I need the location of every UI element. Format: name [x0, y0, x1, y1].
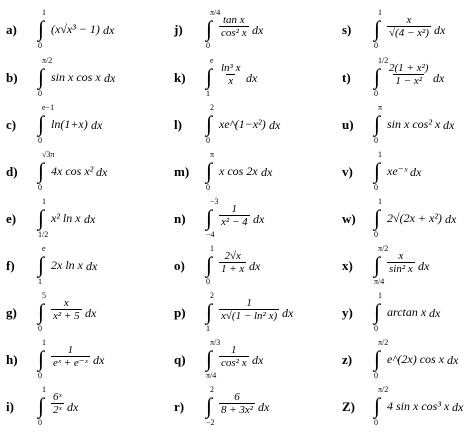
integral-sign-icon: ∫: [206, 252, 213, 277]
fraction-numerator: ln³ x: [221, 62, 241, 74]
differential: dx: [258, 400, 270, 414]
integrand: ln(1+x): [51, 117, 88, 131]
problem-label: y): [342, 305, 353, 320]
problem-label: Z): [342, 399, 355, 414]
problem-label: l): [174, 117, 182, 132]
integral-problem: [0, 336, 158, 384]
fraction-denominator: cos² x: [221, 27, 247, 39]
problem-column-3: [336, 0, 474, 435]
integral-problem: [336, 195, 474, 243]
lower-limit: π/4: [374, 277, 385, 286]
integral-sign-icon: ∫: [206, 158, 213, 183]
integral-sign-icon: ∫: [38, 299, 45, 324]
problem-label: i): [6, 399, 14, 414]
integral-sign-icon: ∫: [206, 16, 213, 41]
differential: dx: [86, 259, 98, 273]
lower-limit: 0: [374, 89, 378, 98]
integral-problem: [0, 54, 158, 102]
integral-sign-icon: ∫: [374, 346, 381, 371]
integrand-fraction: [51, 297, 82, 322]
upper-limit: π/4: [210, 8, 221, 17]
lower-limit: 0: [38, 183, 42, 192]
integral-sign-icon: ∫: [38, 393, 45, 418]
problem-label: n): [174, 211, 186, 226]
integral-problem: [0, 289, 158, 337]
integral-sign-icon: ∫: [206, 205, 213, 230]
differential: dx: [93, 353, 105, 367]
problem-label: u): [342, 117, 354, 132]
integral-sign-icon: ∫: [38, 16, 45, 41]
differential: dx: [443, 118, 455, 132]
integrand: sin x cos² x: [387, 117, 441, 131]
integrand: xe^(1−x²): [219, 117, 266, 131]
integral-sign-icon: ∫: [374, 158, 381, 183]
upper-limit: 1: [42, 197, 46, 206]
integral-problem: [0, 101, 158, 149]
fraction-denominator: sin² x: [389, 263, 413, 275]
upper-limit: π/3: [210, 338, 221, 347]
integrand-fraction: [219, 14, 249, 39]
differential: dx: [282, 306, 294, 320]
integral-problem: [168, 242, 326, 290]
problem-label: s): [342, 22, 352, 37]
lower-limit: 0: [206, 277, 210, 286]
fraction-denominator: x² + 5: [53, 310, 80, 322]
integral-sign-icon: ∫: [374, 205, 381, 230]
integral-problem: [0, 6, 158, 54]
differential: dx: [447, 353, 459, 367]
fraction-numerator: 1: [231, 344, 237, 356]
lower-limit: 1: [38, 277, 42, 286]
upper-limit: 1: [378, 150, 382, 159]
lower-limit: 0: [374, 371, 378, 380]
fraction-denominator: 2ˣ: [53, 404, 62, 416]
upper-limit: 5: [42, 291, 46, 300]
lower-limit: 0: [374, 41, 378, 50]
upper-limit: √3π: [42, 150, 55, 159]
differential: dx: [67, 400, 79, 414]
differential: dx: [91, 118, 103, 132]
fraction-numerator: x: [406, 14, 412, 26]
integral-sign-icon: ∫: [206, 111, 213, 136]
fraction-numerator: 6ˣ: [53, 391, 62, 403]
differential: dx: [104, 71, 116, 85]
upper-limit: π: [210, 150, 215, 159]
differential: dx: [249, 259, 261, 273]
problem-label: f): [6, 258, 15, 273]
integrand: e^(2x) cos x: [387, 352, 445, 366]
lower-limit: −2: [206, 418, 215, 427]
problem-label: b): [6, 70, 18, 85]
integral-sign-icon: ∫: [206, 393, 213, 418]
problem-label: h): [6, 352, 18, 367]
upper-limit: 1: [378, 197, 382, 206]
lower-limit: 0: [374, 418, 378, 427]
lower-limit: 0: [38, 89, 42, 98]
problem-label: v): [342, 164, 353, 179]
differential: dx: [429, 306, 441, 320]
integral-problem: [336, 242, 474, 290]
fraction-denominator: x: [228, 75, 234, 87]
differential: dx: [246, 71, 258, 85]
integral-problem: [0, 242, 158, 290]
integrand-fraction: [219, 250, 246, 275]
fraction-denominator: cos² x: [221, 357, 247, 369]
lower-limit: 1: [206, 89, 210, 98]
upper-limit: 1: [42, 385, 46, 394]
integral-problem: [0, 148, 158, 196]
fraction-numerator: 1: [246, 297, 252, 309]
integral-problem: [168, 6, 326, 54]
integral-sign-icon: ∫: [374, 111, 381, 136]
differential: dx: [452, 400, 464, 414]
differential: dx: [410, 165, 422, 179]
problem-label: p): [174, 305, 186, 320]
integrand: x cos 2x: [219, 164, 258, 178]
integrand-fraction: [51, 391, 64, 416]
fraction-numerator: x: [398, 250, 404, 262]
integrand-fraction: [387, 250, 415, 275]
upper-limit: −3: [210, 197, 219, 206]
fraction-numerator: 2(1 + x²): [389, 62, 429, 74]
integral-problem: [168, 195, 326, 243]
problem-label: a): [6, 22, 17, 37]
fraction-numerator: 1: [231, 203, 238, 215]
fraction-denominator: √(4 − x²): [389, 27, 429, 39]
differential: dx: [252, 353, 264, 367]
upper-limit: 1: [378, 8, 382, 17]
integrand-fraction: [387, 14, 431, 39]
integral-problem: [336, 6, 474, 54]
integrand-fraction: [219, 391, 255, 416]
fraction-numerator: tan x: [222, 14, 245, 26]
lower-limit: 0: [38, 418, 42, 427]
upper-limit: 2: [210, 291, 214, 300]
integral-sign-icon: ∫: [206, 299, 213, 324]
integral-problem: [336, 101, 474, 149]
upper-limit: 1: [210, 244, 214, 253]
lower-limit: 0: [374, 183, 378, 192]
integral-sign-icon: ∫: [374, 393, 381, 418]
integrand-fraction: [387, 62, 430, 87]
differential: dx: [252, 23, 264, 37]
integral-sign-icon: ∫: [38, 205, 45, 230]
lower-limit: 0: [38, 324, 42, 333]
lower-limit: 0: [206, 41, 210, 50]
problem-label: m): [174, 164, 190, 179]
differential: dx: [103, 23, 115, 37]
integral-problem: [0, 383, 158, 431]
upper-limit: e−1: [42, 103, 55, 112]
integrand-fraction: [219, 297, 279, 322]
integrand-fraction: [51, 344, 90, 369]
integral-problem: [168, 289, 326, 337]
integrand: sin x cos x: [51, 70, 101, 84]
upper-limit: 1: [42, 338, 46, 347]
lower-limit: 0: [38, 41, 42, 50]
integrand: xe⁻ˣ: [387, 164, 408, 178]
integral-problem: [336, 383, 474, 431]
integral-sign-icon: ∫: [38, 346, 45, 371]
integral-sign-icon: ∫: [374, 252, 381, 277]
differential: dx: [269, 118, 281, 132]
integral-sign-icon: ∫: [38, 252, 45, 277]
lower-limit: 0: [206, 183, 210, 192]
problem-label: z): [342, 352, 353, 367]
lower-limit: −4: [206, 230, 215, 239]
differential: dx: [418, 259, 430, 273]
integral-sign-icon: ∫: [38, 64, 45, 89]
integrand: 4 sin x cos³ x: [387, 399, 450, 413]
problem-label: r): [174, 399, 185, 414]
integral-problem: [336, 54, 474, 102]
upper-limit: 1: [378, 291, 382, 300]
problem-column-2: [168, 0, 326, 435]
lower-limit: 0: [206, 136, 210, 145]
lower-limit: 0: [38, 371, 42, 380]
integrand: 2x ln x: [51, 258, 83, 272]
integral-problem: [336, 148, 474, 196]
integral-problem: [336, 336, 474, 384]
differential: dx: [85, 306, 97, 320]
lower-limit: 0: [38, 136, 42, 145]
problem-label: x): [342, 258, 353, 273]
lower-limit: 0: [374, 230, 378, 239]
upper-limit: 2: [210, 385, 214, 394]
fraction-denominator: x² − 4: [221, 216, 248, 228]
fraction-denominator: 8 + 3x²: [221, 404, 254, 416]
differential: dx: [434, 23, 446, 37]
problem-label: g): [6, 305, 17, 320]
fraction-denominator: x√(1 − ln² x): [221, 310, 278, 322]
lower-limit: 0: [374, 324, 378, 333]
problem-label: k): [174, 70, 186, 85]
integral-sign-icon: ∫: [374, 299, 381, 324]
problem-label: w): [342, 211, 356, 226]
problem-label: j): [174, 22, 183, 37]
problem-label: t): [342, 70, 351, 85]
lower-limit: 1/2: [38, 230, 49, 239]
lower-limit: 1: [206, 324, 210, 333]
lower-limit: 0: [374, 136, 378, 145]
problem-label: d): [6, 164, 18, 179]
integral-sign-icon: ∫: [38, 111, 45, 136]
differential: dx: [261, 165, 273, 179]
upper-limit: π: [378, 103, 383, 112]
integral-sign-icon: ∫: [374, 64, 381, 89]
integrand: 2√(2x + x²): [387, 211, 442, 225]
fraction-denominator: 1 − x²: [395, 75, 423, 87]
problem-column-1: [0, 0, 158, 435]
differential: dx: [445, 212, 457, 226]
upper-limit: 2: [210, 103, 214, 112]
upper-limit: 1/2: [378, 56, 389, 65]
integrand: arctan x: [387, 305, 427, 319]
fraction-numerator: 2√x: [224, 250, 241, 262]
problem-label: c): [6, 117, 17, 132]
upper-limit: π/2: [378, 244, 389, 253]
integral-problem: [336, 289, 474, 337]
integral-problem: [168, 54, 326, 102]
integrand-fraction: [219, 62, 243, 87]
integrand: (x√x³ − 1): [51, 22, 100, 36]
integral-problem: [168, 383, 326, 431]
integral-problem: [168, 101, 326, 149]
integral-problem: [168, 336, 326, 384]
upper-limit: e: [210, 56, 214, 65]
integrand: x² ln x: [51, 211, 81, 225]
integrand: 4x cos x²: [51, 164, 94, 178]
lower-limit: π/4: [206, 371, 217, 380]
fraction-numerator: 6: [234, 391, 240, 403]
integral-sign-icon: ∫: [206, 64, 213, 89]
integral-sign-icon: ∫: [374, 16, 381, 41]
problem-label: e): [6, 211, 17, 226]
upper-limit: π/2: [378, 338, 389, 347]
upper-limit: e: [42, 244, 46, 253]
differential: dx: [96, 165, 108, 179]
integral-sign-icon: ∫: [206, 346, 213, 371]
integrand-fraction: [219, 344, 249, 369]
integral-problem: [168, 148, 326, 196]
fraction-denominator: eˣ + e⁻ˣ: [53, 357, 88, 369]
upper-limit: π/2: [378, 385, 389, 394]
upper-limit: π/2: [42, 56, 53, 65]
differential: dx: [433, 71, 445, 85]
differential: dx: [253, 212, 265, 226]
fraction-numerator: 1: [67, 344, 74, 356]
differential: dx: [84, 212, 96, 226]
integral-sign-icon: ∫: [38, 158, 45, 183]
fraction-numerator: x: [63, 297, 69, 309]
fraction-denominator: 1 + x: [221, 263, 245, 275]
integral-problem: [0, 195, 158, 243]
integrand-fraction: [219, 203, 250, 228]
upper-limit: 1: [42, 8, 46, 17]
problem-label: o): [174, 258, 185, 273]
problem-label: q): [174, 352, 186, 367]
